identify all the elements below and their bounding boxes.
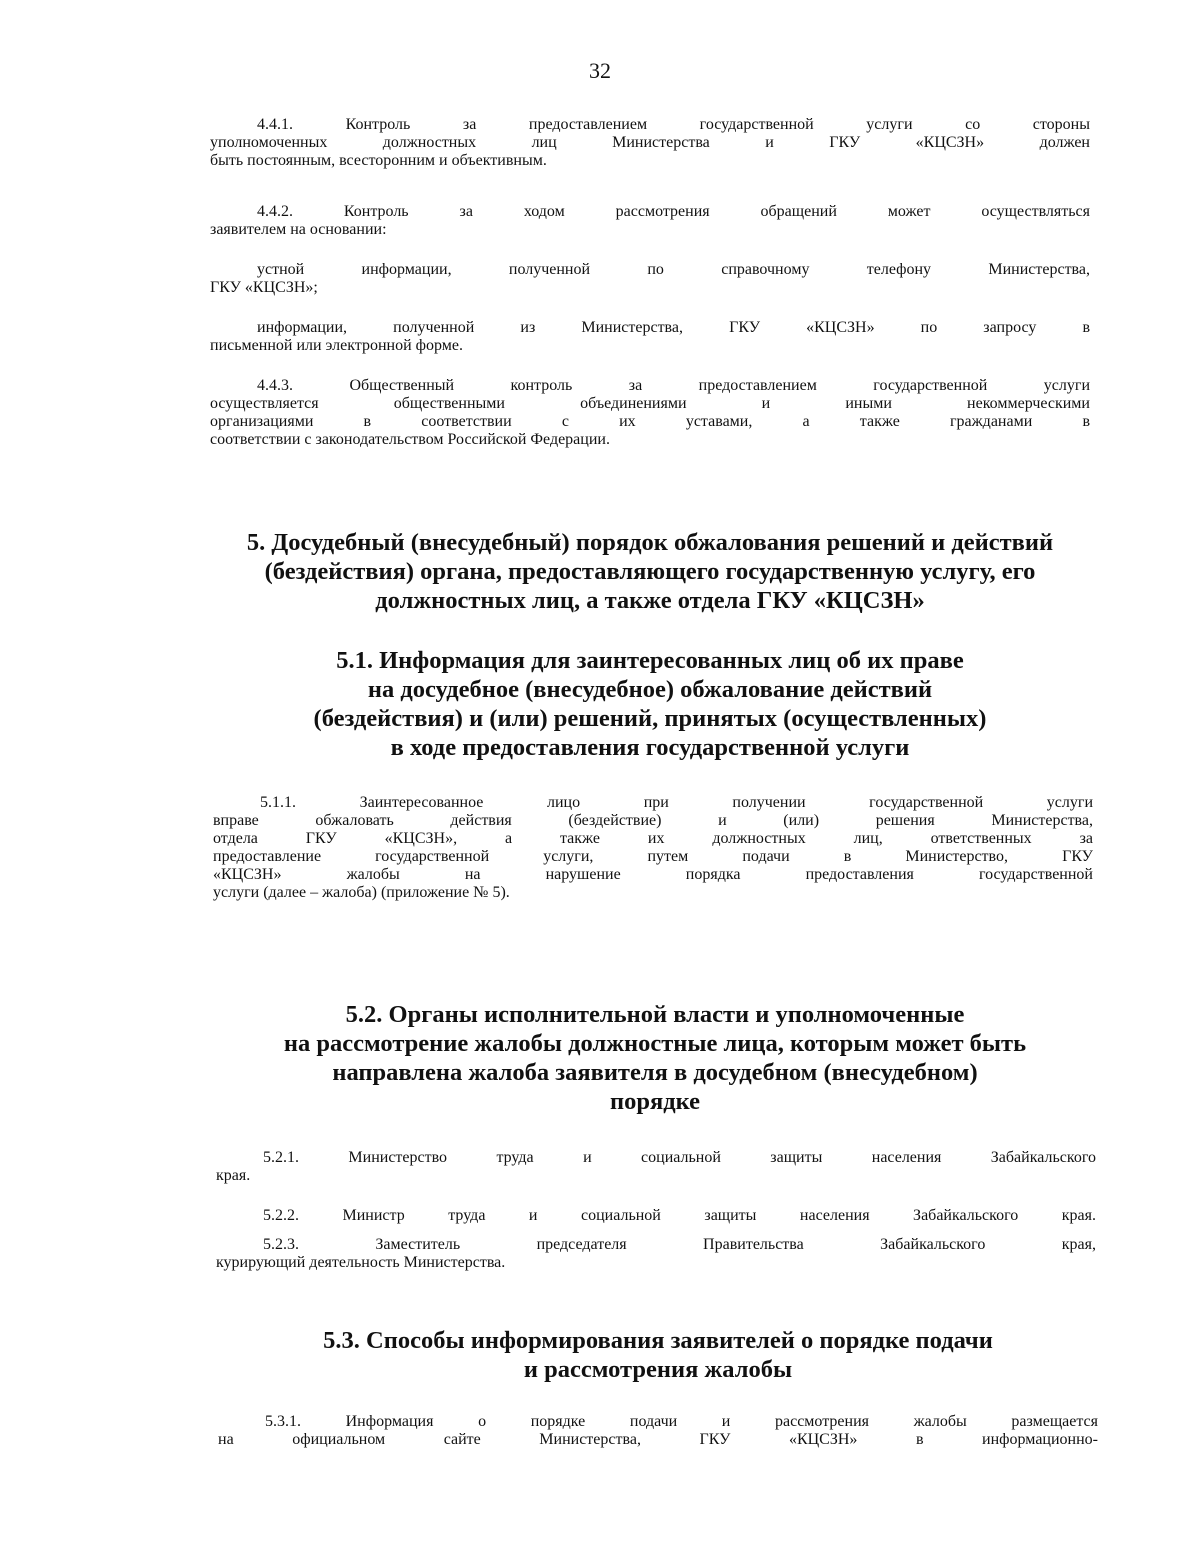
text-line: услуги (далее – жалоба) (приложение № 5). bbox=[213, 884, 510, 901]
heading-line: в ходе предоставления государственной услуги bbox=[390, 734, 910, 761]
paragraph-5-3-1 bbox=[218, 1413, 1098, 1449]
heading-line: (бездействия) и (или) решений, принятых (осуществленных) bbox=[313, 705, 987, 732]
heading-line: 5.3. Способы информирования заявителей о порядке подачи bbox=[323, 1327, 993, 1354]
paragraph-4-4-1 bbox=[210, 116, 1090, 170]
text-line: организациями в соответствии с их уставами, а также гражданами в bbox=[210, 413, 1090, 430]
text-line: 5.3.1. Информация о порядке подачи и рассмотрения жалобы размещается bbox=[265, 1413, 1098, 1430]
text-line: предоставление государственной услуги, путем подачи в Министерство, ГКУ bbox=[213, 848, 1093, 865]
heading-line: (бездействия) органа, предоставляющего государственную услугу, его bbox=[264, 558, 1036, 585]
heading-line: на досудебное (внесудебное) обжалование действий bbox=[367, 676, 933, 703]
paragraph-oral-info bbox=[210, 261, 1090, 297]
paragraph-5-2-1 bbox=[216, 1149, 1096, 1185]
text-line: края. bbox=[216, 1167, 251, 1184]
text-line: курирующий деятельность Министерства. bbox=[216, 1254, 506, 1271]
page-number: 32 bbox=[589, 58, 611, 83]
section-5-2-heading bbox=[155, 1000, 1155, 1116]
text-line: 5.2.2. Министр труда и социальной защиты населения Забайкальского края. bbox=[263, 1207, 1096, 1224]
text-line: 4.4.1. Контроль за предоставлением государственной услуги со стороны bbox=[257, 116, 1090, 133]
heading-line: 5. Досудебный (внесудебный) порядок обжалования решений и действий bbox=[246, 529, 1054, 556]
text-line: 4.4.3. Общественный контроль за предоставлением государственной услуги bbox=[257, 377, 1090, 394]
text-line: информации, полученной из Министерства, ГКУ «КЦСЗН» по запросу в bbox=[257, 319, 1090, 336]
text-line: осуществляется общественными объединениями и иными некоммерческими bbox=[210, 395, 1090, 412]
text-line: 5.2.3. Заместитель председателя Правительства Забайкальского края, bbox=[263, 1236, 1096, 1253]
heading-line: 5.2. Органы исполнительной власти и уполномоченные bbox=[345, 1001, 965, 1028]
heading-line: и рассмотрения жалобы bbox=[523, 1356, 793, 1383]
heading-line: на рассмотрение жалобы должностные лица, которым может быть bbox=[283, 1030, 1027, 1057]
paragraph-request-info bbox=[210, 319, 1090, 355]
heading-line: 5.1. Информация для заинтересованных лиц об их праве bbox=[336, 647, 964, 674]
section-5-3-heading bbox=[158, 1326, 1158, 1384]
heading-line: направлена жалоба заявителя в досудебном (внесудебном) bbox=[332, 1059, 978, 1086]
text-line: ГКУ «КЦСЗН»; bbox=[210, 279, 318, 296]
section-5-1-heading bbox=[150, 646, 1150, 762]
text-line: уполномоченных должностных лиц Министерства и ГКУ «КЦСЗН» должен bbox=[210, 134, 1090, 151]
heading-line: порядке bbox=[609, 1088, 701, 1115]
text-line: письменной или электронной форме. bbox=[210, 337, 463, 354]
text-line: «КЦСЗН» жалобы на нарушение порядка предоставления государственной bbox=[213, 866, 1093, 883]
heading-line: должностных лиц, а также отдела ГКУ «КЦСЗН» bbox=[375, 587, 925, 614]
text-line: 5.2.1. Министерство труда и социальной защиты населения Забайкальского bbox=[263, 1149, 1096, 1166]
text-line: устной информации, полученной по справочному телефону Министерства, bbox=[257, 261, 1090, 278]
paragraph-5-1-1 bbox=[213, 794, 1093, 902]
text-line: на официальном сайте Министерства, ГКУ «КЦСЗН» в информационно- bbox=[218, 1431, 1098, 1448]
text-line: вправе обжаловать действия (бездействие) и (или) решения Министерства, bbox=[213, 812, 1093, 829]
paragraph-4-4-3 bbox=[210, 377, 1090, 449]
text-line: 5.1.1. Заинтересованное лицо при получении государственной услуги bbox=[260, 794, 1093, 811]
text-line: соответствии с законодательством Российской Федерации. bbox=[210, 431, 610, 448]
text-line: 4.4.2. Контроль за ходом рассмотрения обращений может осуществляться bbox=[257, 203, 1090, 220]
text-line: быть постоянным, всесторонним и объективным. bbox=[210, 152, 547, 169]
section-5-heading bbox=[150, 528, 1150, 615]
text-line: отдела ГКУ «КЦСЗН», а также их должностных лиц, ответственных за bbox=[213, 830, 1093, 847]
paragraph-5-2-2 bbox=[216, 1207, 1096, 1225]
text-line: заявителем на основании: bbox=[210, 221, 387, 238]
paragraph-5-2-3 bbox=[216, 1236, 1096, 1272]
paragraph-4-4-2 bbox=[210, 203, 1090, 239]
